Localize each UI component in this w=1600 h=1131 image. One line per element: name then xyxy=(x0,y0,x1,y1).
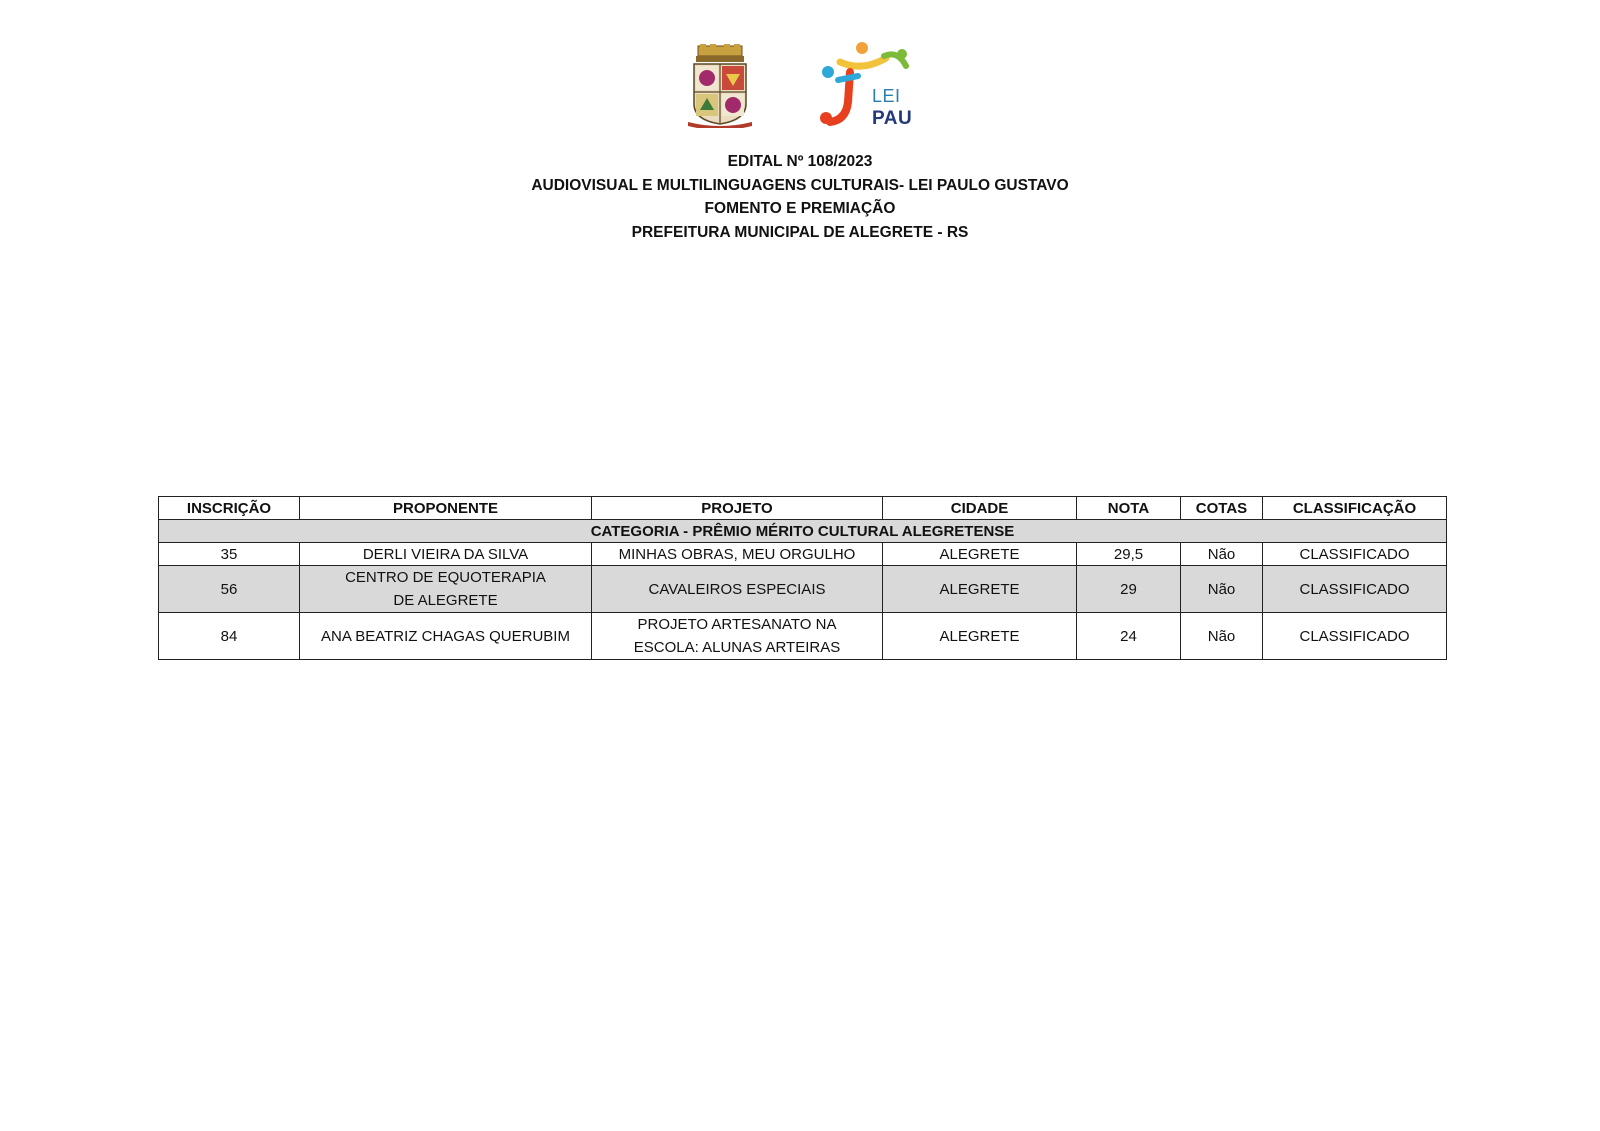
cell-classificacao: CLASSIFICADO xyxy=(1263,613,1447,660)
alegrete-crest-logo xyxy=(688,44,752,128)
cell-cidade: ALEGRETE xyxy=(883,566,1077,613)
pau-logo-text: PAU xyxy=(872,108,913,129)
category-row xyxy=(159,520,1447,543)
category-label: CATEGORIA - PRÊMIO MÉRITO CULTURAL ALEGRETENSE xyxy=(159,520,1447,543)
col-cidade: CIDADE xyxy=(883,497,1077,520)
cell-classificacao: CLASSIFICADO xyxy=(1263,543,1447,566)
logos-bar xyxy=(0,42,1600,132)
cell-nota: 29,5 xyxy=(1077,543,1181,566)
issuer: PREFEITURA MUNICIPAL DE ALEGRETE - RS xyxy=(631,223,969,241)
cell-projeto: MINHAS OBRAS, MEU ORGULHO xyxy=(592,543,883,566)
table-header-row xyxy=(159,497,1447,520)
col-classificacao: CLASSIFICAÇÃO xyxy=(1263,497,1447,520)
cell-proponente: DERLI VIEIRA DA SILVA xyxy=(300,543,592,566)
table-row xyxy=(159,543,1447,566)
table-row xyxy=(159,613,1447,660)
results-table xyxy=(158,496,1447,660)
col-projeto: PROJETO xyxy=(592,497,883,520)
cell-inscricao: 84 xyxy=(159,613,300,660)
cell-cotas: Não xyxy=(1181,543,1263,566)
cell-classificacao: CLASSIFICADO xyxy=(1263,566,1447,613)
lei-logo-text: LEI xyxy=(872,86,901,106)
cell-cotas: Não xyxy=(1181,613,1263,660)
cell-proponente: CENTRO DE EQUOTERAPIA DE ALEGRETE xyxy=(300,566,592,613)
cell-projeto: PROJETO ARTESANATO NA ESCOLA: ALUNAS ARTEIRAS xyxy=(592,613,883,660)
edital-number: EDITAL Nº 108/2023 xyxy=(727,153,873,170)
cell-inscricao: 35 xyxy=(159,543,300,566)
cell-cidade: ALEGRETE xyxy=(883,613,1077,660)
cell-nota: 29 xyxy=(1077,566,1181,613)
col-cotas: COTAS xyxy=(1181,497,1263,520)
col-inscricao: INSCRIÇÃO xyxy=(159,497,300,520)
cell-cidade: ALEGRETE xyxy=(883,543,1077,566)
document-header xyxy=(0,150,1600,244)
table-row xyxy=(159,566,1447,613)
lei-paulo-gustavo-logo xyxy=(816,42,922,132)
cell-projeto: CAVALEIROS ESPECIAIS xyxy=(592,566,883,613)
cell-cotas: Não xyxy=(1181,566,1263,613)
col-proponente: PROPONENTE xyxy=(300,497,592,520)
edital-title: AUDIOVISUAL E MULTILINGUAGENS CULTURAIS- LEI PAULO GUSTAVO xyxy=(531,176,1069,194)
cell-proponente: ANA BEATRIZ CHAGAS QUERUBIM xyxy=(300,613,592,660)
col-nota: NOTA xyxy=(1077,497,1181,520)
cell-nota: 24 xyxy=(1077,613,1181,660)
cell-inscricao: 56 xyxy=(159,566,300,613)
edital-subtitle: FOMENTO E PREMIAÇÃO xyxy=(704,200,896,217)
